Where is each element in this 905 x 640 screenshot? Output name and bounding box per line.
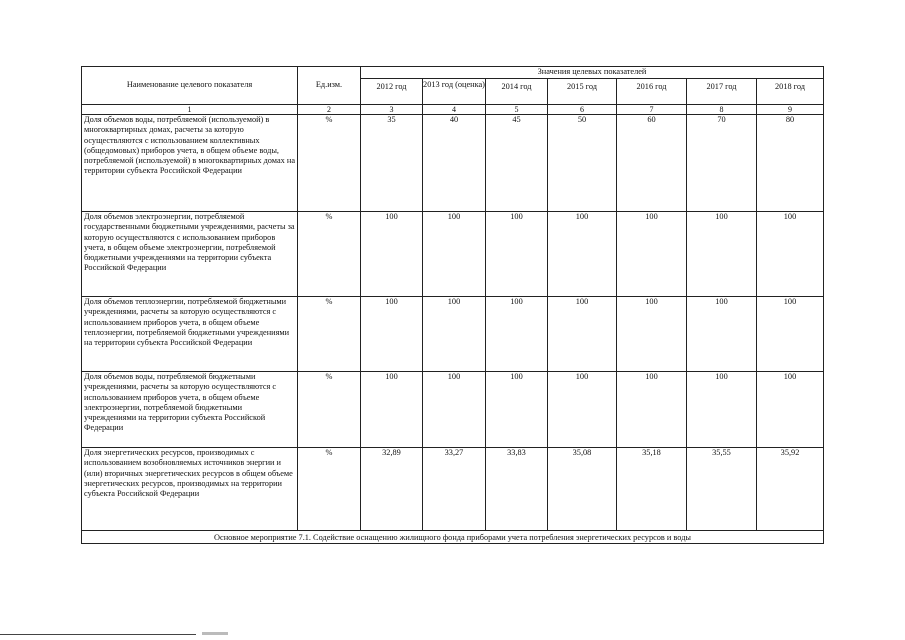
indicator-name: Доля объемов теплоэнергии, потребляемой бюджетными учреждениями, расчеты за которую осуществляются с использованием приборов учета, в общем объеме теплоэнергии, потребляемой бюджетными учреждениями на территории субъекта Российской Федерации: [82, 297, 298, 372]
indicator-value: 100: [423, 212, 486, 297]
indicator-value: 100: [617, 212, 687, 297]
page-bottom-rule: [0, 634, 196, 635]
column-number: 2: [298, 105, 361, 115]
column-number: 6: [548, 105, 617, 115]
header-unit: Ед.изм.: [298, 67, 361, 105]
indicator-name: Доля объемов воды, потребляемой (используемой) в многоквартирных домах, расчеты за которую осуществляются с использованием коллективных (общедомовых) приборов учета, в общем объеме воды, потребляемой (используемой) в многоквартирных домах на территории субъекта Российской Федерации: [82, 115, 298, 212]
header-year: 2016 год: [617, 79, 687, 105]
indicator-value: 100: [617, 297, 687, 372]
indicator-value: 100: [361, 212, 423, 297]
indicator-unit: %: [298, 115, 361, 212]
indicator-value: 40: [423, 115, 486, 212]
indicator-name: Доля энергетических ресурсов, производимых с использованием возобновляемых источников энергии и (или) вторичных энергетических ресурсов в общем объеме энергетических ресурсов, производимых на территории субъекта Российской Федерации: [82, 448, 298, 531]
table-row: [82, 372, 824, 448]
table-row: [82, 115, 824, 212]
indicator-value: 100: [757, 212, 824, 297]
footer-row: [82, 531, 824, 544]
indicator-value: 35,55: [687, 448, 757, 531]
column-number: 1: [82, 105, 298, 115]
indicator-value: 100: [486, 212, 548, 297]
indicator-value: 80: [757, 115, 824, 212]
indicator-value: 35,18: [617, 448, 687, 531]
indicator-unit: %: [298, 297, 361, 372]
indicator-value: 35,08: [548, 448, 617, 531]
indicator-value: 100: [687, 212, 757, 297]
main-activity-caption: Основное мероприятие 7.1. Содействие оснащению жилищного фонда приборами учета потребления энергетических ресурсов и воды: [82, 531, 824, 544]
column-number: 4: [423, 105, 486, 115]
column-number: 3: [361, 105, 423, 115]
indicator-value: 33,27: [423, 448, 486, 531]
table-row: [82, 297, 824, 372]
scan-artifact: [202, 632, 228, 635]
header-year: 2014 год: [486, 79, 548, 105]
indicator-value: 100: [687, 372, 757, 448]
indicator-value: 100: [486, 297, 548, 372]
indicator-unit: %: [298, 212, 361, 297]
indicator-value: 100: [548, 372, 617, 448]
indicator-value: 100: [757, 297, 824, 372]
column-numbers-row: [82, 105, 824, 115]
header-indicator-name: Наименование целевого показателя: [82, 67, 298, 105]
indicator-unit: %: [298, 448, 361, 531]
indicator-value: 45: [486, 115, 548, 212]
header-year: 2013 год (оценка): [423, 79, 486, 105]
header-target-values: Значения целевых показателей: [361, 67, 824, 79]
indicator-value: 100: [687, 297, 757, 372]
header-row-1: [82, 67, 824, 79]
indicator-value: 35,92: [757, 448, 824, 531]
indicator-value: 32,89: [361, 448, 423, 531]
header-year: 2015 год: [548, 79, 617, 105]
column-number: 5: [486, 105, 548, 115]
indicator-name: Доля объемов электроэнергии, потребляемой государственными бюджетными учреждениями, расчеты за которую осуществляются с использованием приборов учета, в общем объеме электроэнергии, потребляемой бюджетными учреждениями на территории субъекта Российской Федерации: [82, 212, 298, 297]
indicator-value: 100: [423, 372, 486, 448]
header-year: 2017 год: [687, 79, 757, 105]
indicator-name: Доля объемов воды, потребляемой бюджетными учреждениями, расчеты за которую осуществляются с использованием приборов учета, в общем объеме электроэнергии, потребляемой бюджетными учреждениями на территории субъекта Российской Федерации: [82, 372, 298, 448]
indicator-value: 35: [361, 115, 423, 212]
header-year: 2012 год: [361, 79, 423, 105]
indicator-value: 100: [486, 372, 548, 448]
indicator-value: 100: [361, 372, 423, 448]
indicator-unit: %: [298, 372, 361, 448]
indicator-value: 100: [361, 297, 423, 372]
indicator-value: 33,83: [486, 448, 548, 531]
indicator-value: 60: [617, 115, 687, 212]
indicator-value: 50: [548, 115, 617, 212]
column-number: 8: [687, 105, 757, 115]
indicator-value: 100: [548, 297, 617, 372]
indicator-value: 100: [617, 372, 687, 448]
target-indicators-table: [81, 66, 824, 544]
column-number: 7: [617, 105, 687, 115]
indicator-value: 100: [757, 372, 824, 448]
table-row: [82, 212, 824, 297]
indicator-value: 70: [687, 115, 757, 212]
indicator-value: 100: [548, 212, 617, 297]
indicator-value: 100: [423, 297, 486, 372]
header-year: 2018 год: [757, 79, 824, 105]
column-number: 9: [757, 105, 824, 115]
table-row: [82, 448, 824, 531]
